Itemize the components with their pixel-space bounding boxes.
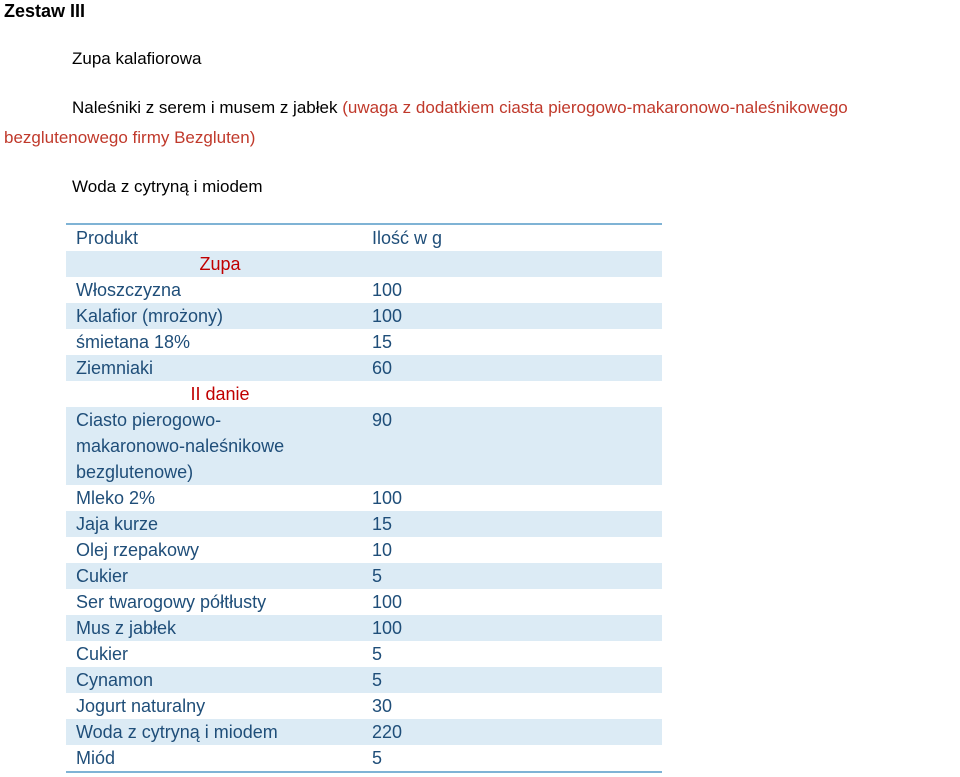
table-row [66,329,662,355]
product-cell: Mleko 2% [76,488,156,508]
menu-item-main-course [72,97,848,119]
amount-cell: 100 [372,592,403,612]
amount-cell: 60 [372,358,393,378]
section-row-main [66,381,662,407]
amount-cell: 100 [372,488,403,508]
ingredients-table [66,223,662,773]
product-cell: Cukier [76,644,129,664]
table-row [66,693,662,719]
menu-item-soup: Zupa kalafiorowa [72,49,202,68]
amount-cell: 90 [372,410,393,430]
table-row [66,511,662,537]
table-row [66,615,662,641]
menu-item-drink: Woda z cytryną i miodem [72,177,263,196]
amount-cell: 220 [372,722,403,742]
amount-cell: 5 [372,748,383,768]
amount-cell: 30 [372,696,393,716]
table-row [66,563,662,589]
table-row [66,303,662,329]
product-cell: Włoszczyzna [76,280,182,300]
header-amount: Ilość w g [372,228,443,248]
section-row-soup [66,251,662,277]
product-cell: Jogurt naturalny [76,696,206,716]
product-cell-line: bezglutenowe) [76,462,194,482]
menu-item-note: (uwaga z dodatkiem ciasta pierogowo-makaronowo-naleśnikowego [342,98,848,117]
product-cell [66,407,364,485]
product-cell: Cynamon [76,670,154,690]
table-row [66,537,662,563]
section-title-main: II danie [190,384,250,404]
table-row [66,641,662,667]
table-row [66,355,662,381]
amount-cell: 100 [372,306,403,326]
menu-item-note-continued: bezglutenowego firmy Bezgluten) [4,128,256,147]
section-title-soup: Zupa [199,254,241,274]
product-cell: Cukier [76,566,129,586]
amount-cell: 10 [372,540,393,560]
product-cell: Ser twarogowy półtłusty [76,592,267,612]
product-cell: Kalafior (mrożony) [76,306,224,326]
table-row [66,485,662,511]
amount-cell: 5 [372,644,383,664]
product-cell: Ziemniaki [76,358,154,378]
table-row [66,407,662,485]
table-row [66,745,662,771]
product-cell: Olej rzepakowy [76,540,200,560]
menu-item-main-label: Naleśniki z serem i musem z jabłek [72,98,338,117]
product-cell-line: makaronowo-naleśnikowe [76,436,285,456]
table-row [66,667,662,693]
page-title: Zestaw III [4,1,86,21]
amount-cell: 5 [372,670,383,690]
amount-cell: 15 [372,514,393,534]
table-row [66,589,662,615]
amount-cell: 100 [372,280,403,300]
product-cell: Woda z cytryną i miodem [76,722,278,742]
amount-cell: 15 [372,332,393,352]
table-row [66,277,662,303]
header-product: Produkt [76,228,139,248]
product-cell: Miód [76,748,116,768]
table-header-row [66,225,662,251]
amount-cell: 100 [372,618,403,638]
table-row [66,719,662,745]
product-cell: Jaja kurze [76,514,159,534]
amount-cell: 5 [372,566,383,586]
product-cell: Mus z jabłek [76,618,177,638]
product-cell: śmietana 18% [76,332,191,352]
product-cell-line: Ciasto pierogowo- [76,410,222,430]
